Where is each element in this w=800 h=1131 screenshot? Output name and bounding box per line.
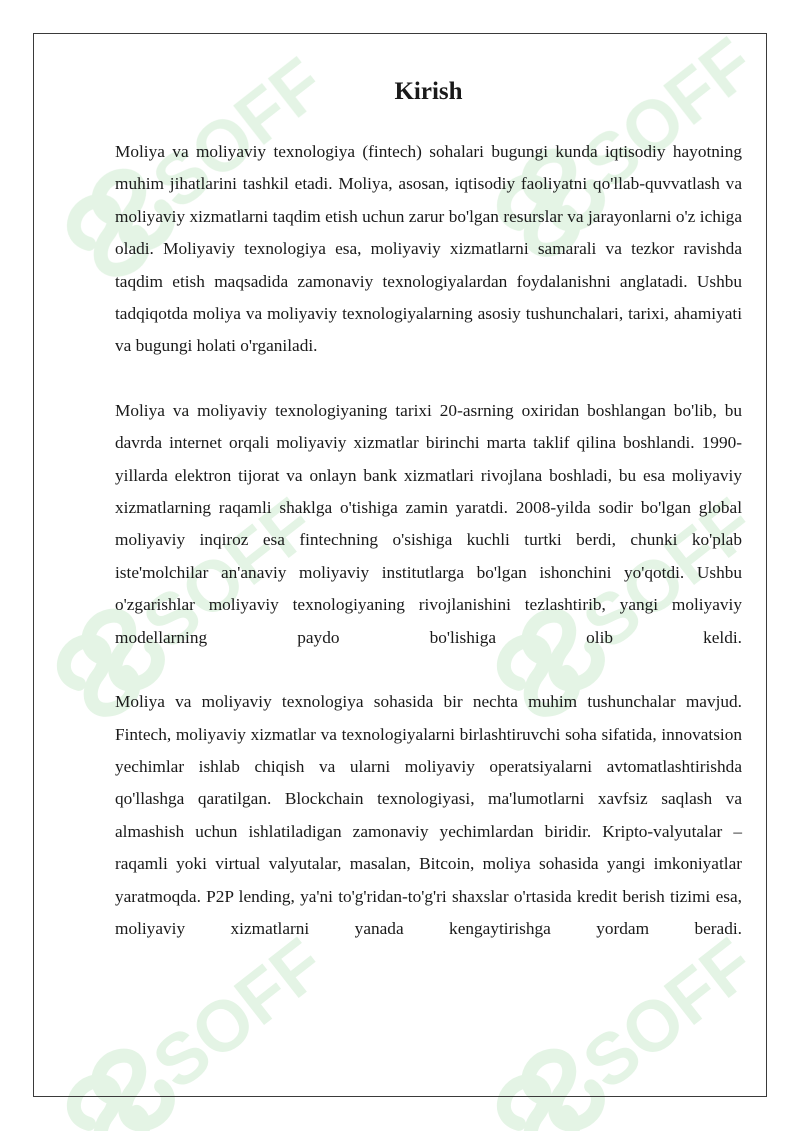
watermark-layer: SOFF — [0, 0, 800, 1131]
paragraph-history: Moliya va moliyaviy texnologiyaning tarixi 20-asrning oxiridan boshlangan bo'lib, bu davrda internet orqali moliyaviy xizmatlar birinchi marta taklif qilina boshlandi. 1990-yillarda elektron tijorat va onlayn bank xizmatlari rivojlana boshladi, bu esa moliyaviy xizmatlarning raqamli shaklga o'tishiga zamin yaratdi. 2008-yilda sodir bo'lgan global moliyaviy inqiroz esa fintechning o'sishiga kuchli turtki berdi, chunki ko'plab iste'molchilar an'anaviy moliyaviy institutlarga bo'lgan ishonchini yo'qotdi. Ushbu o'zgarishlar moliyaviy texnologiyaning rivojlanishini tezlashtirib, yangi moliyaviy modellarning paydo bo'lishiga olib keldi. — [115, 400, 742, 647]
paragraph-concepts: Moliya va moliyaviy texnologiya sohasida bir nechta muhim tushunchalar mavjud. Fintech, moliyaviy xizmatlar va texnologiyalarni birlashtiruvchi soha sifatida, innovatsion yechimlar ishlab chiqish va ularni moliyaviy operatsiyalarni avtomatlashtirishda qo'llashga qaratilgan. Blockchain texnologiyasi, ma'lumotlarni xavfsiz saqlash va almashish uchun ishlatiladigan zamonaviy yechimlardan biridir. Kripto-valyutalar – raqamli yoki virtual valyutalar, masalan, Bitcoin, moliya sohasida yangi imkoniyatlar yaratmoqda. P2P lending, ya'ni to'g'ridan-to'g'ri shaxslar o'rtasida kredit berish tizimi esa, moliyaviy xizmatlarni yanada kengaytirishga yordam beradi. — [115, 692, 742, 938]
document-title: Kirish — [394, 78, 463, 105]
document-body — [115, 72, 742, 977]
paragraph-introduction: Moliya va moliyaviy texnologiya (fintech) sohalari bugungi kunda iqtisodiy hayotning muhim jihatlarini tashkil etadi. Moliya, asosan, iqtisodiy faoliyatni qo'llab-quvvatlash va moliyaviy xizmatlarni taqdim etish uchun zarur bo'lgan resurslar va jarayonlarni o'z ichiga oladi. Moliyaviy texnologiya esa, moliyaviy xizmatlarni samarali va tezkor ravishda taqdim etish maqsadida zamonaviy texnologiyalardan foydalanishni anglatadi. Ushbu tadqiqotda moliya va moliyaviy texnologiyalarning asosiy tushunchalari, tarixi, ahamiyati va bugungi holati o'rganiladi. — [115, 142, 742, 356]
